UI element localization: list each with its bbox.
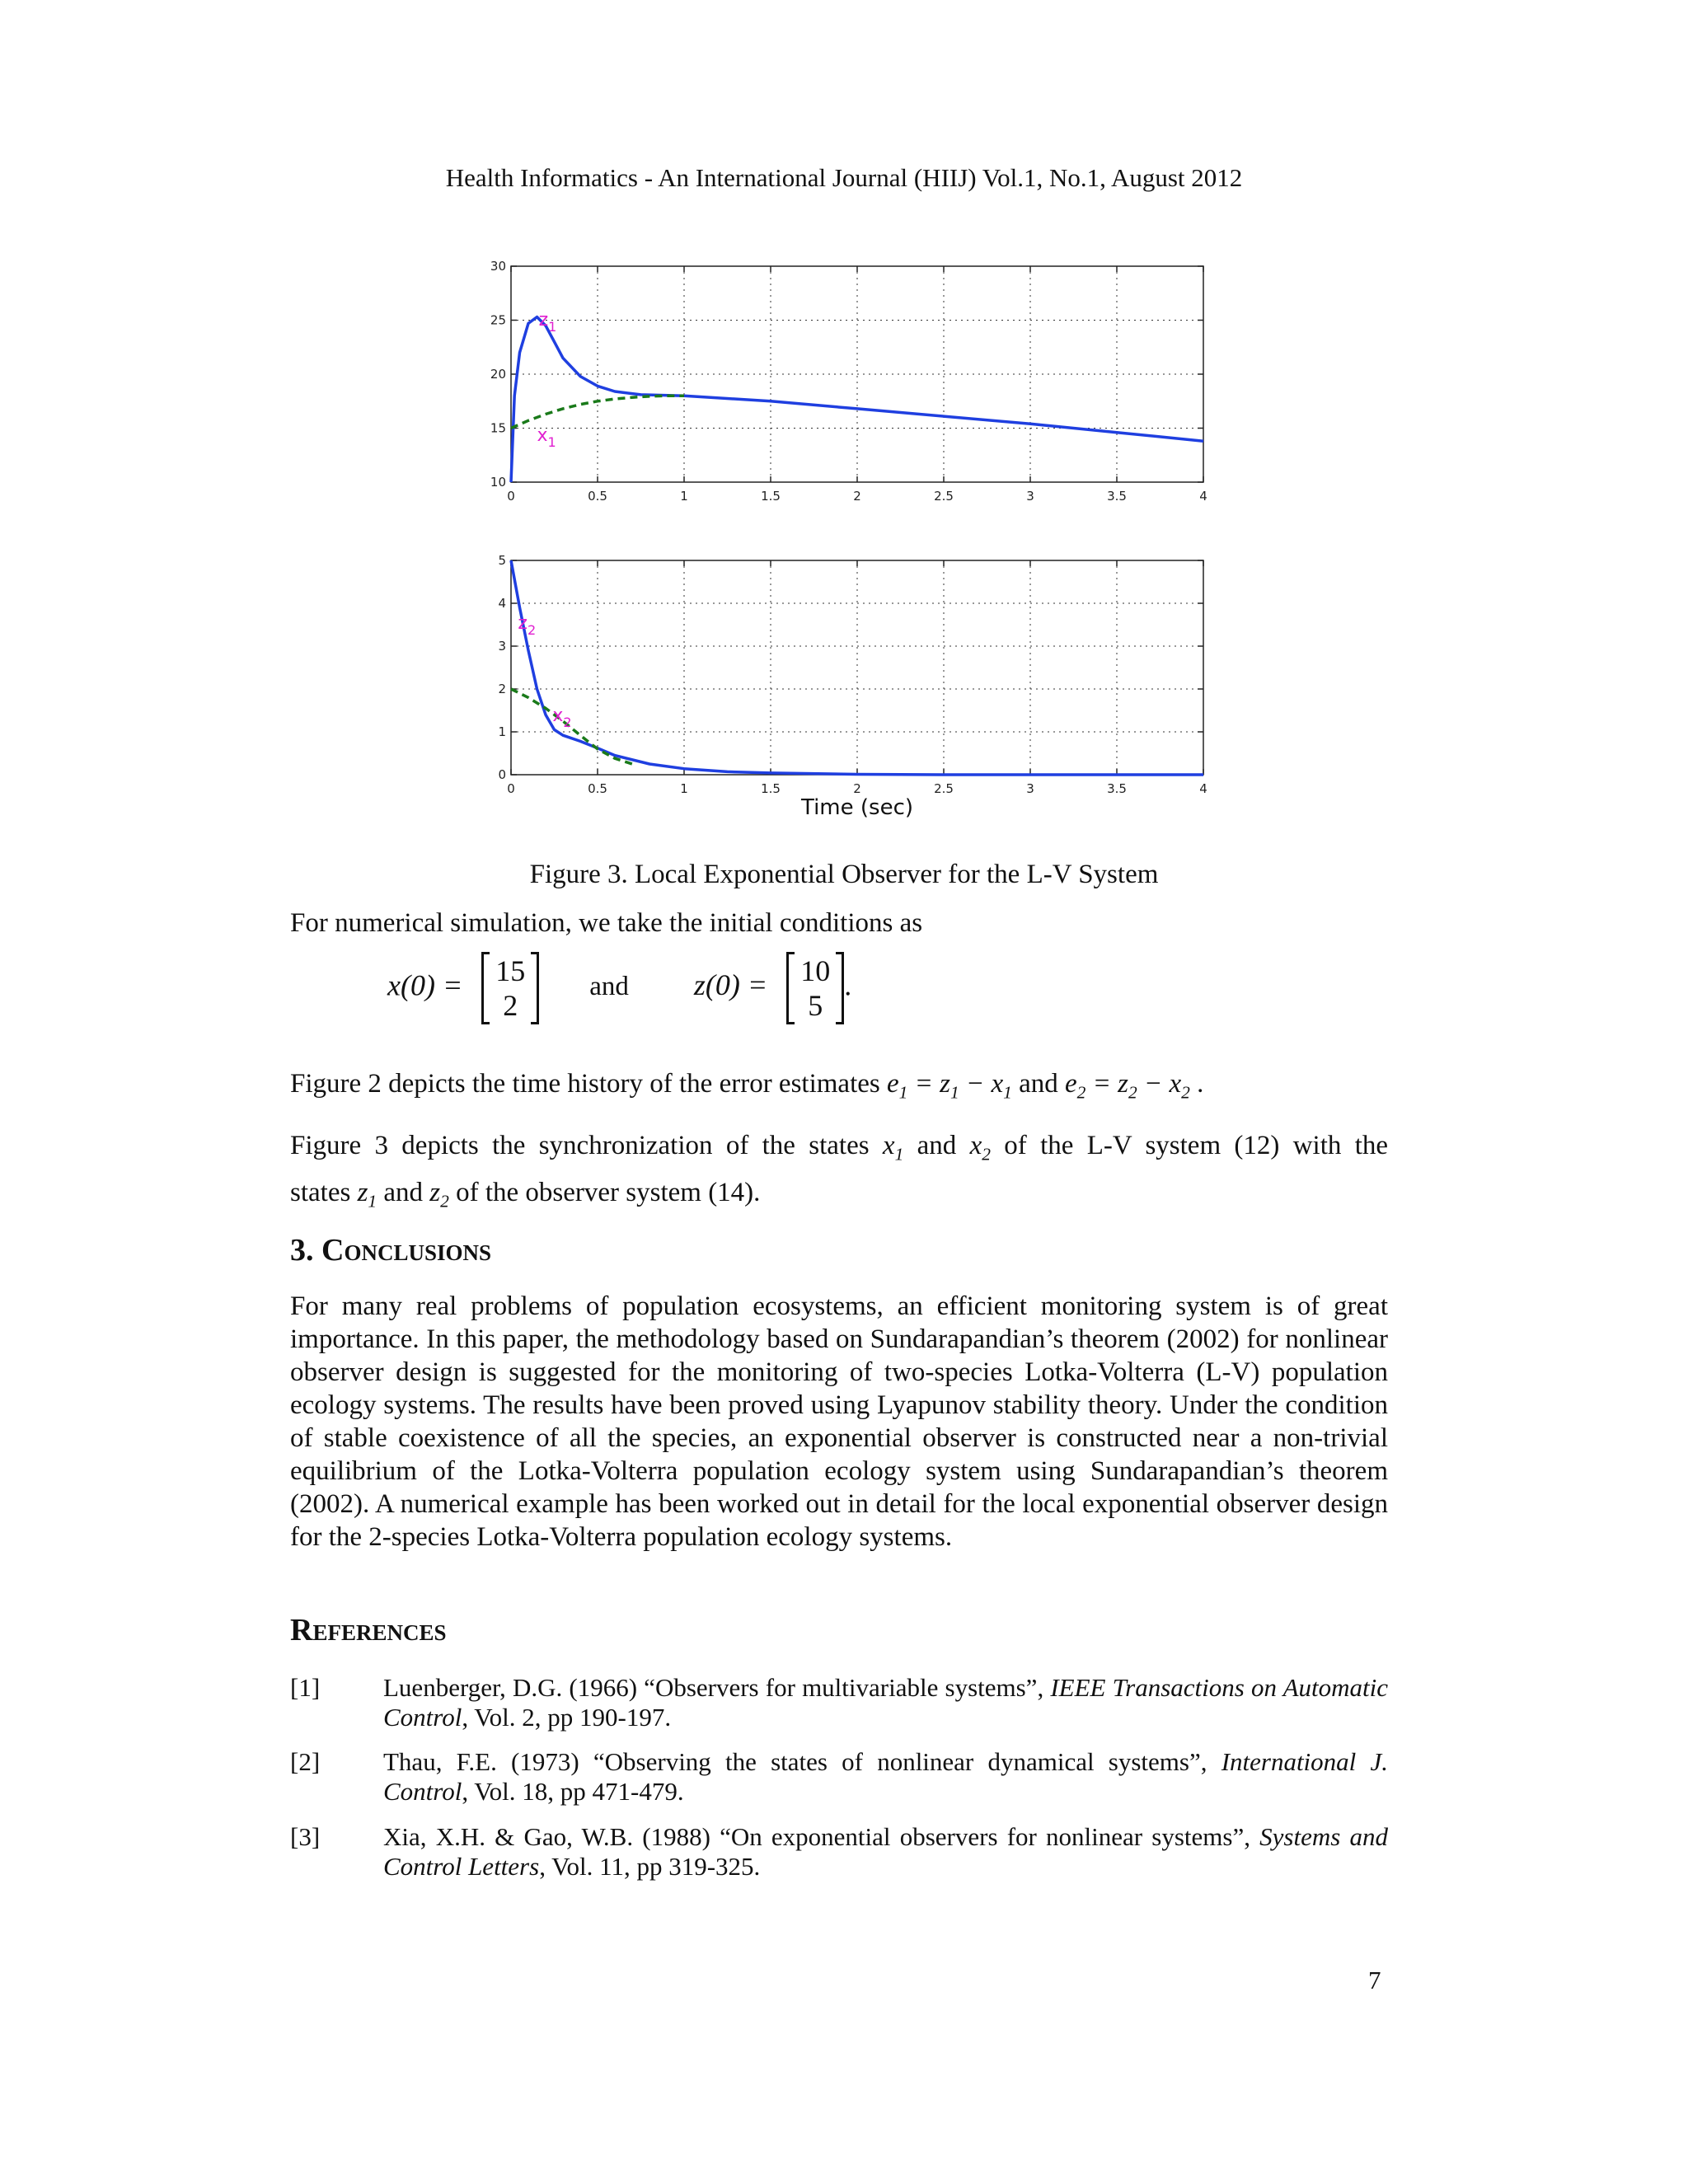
y-tick-label: 4	[498, 596, 506, 611]
reference-journal: International J. Control	[383, 1747, 1388, 1806]
z0-vector	[786, 952, 844, 1024]
section-heading-references	[290, 1614, 1388, 1647]
y-tick-label: 5	[498, 553, 506, 568]
y-tick-label: 30	[490, 259, 506, 274]
x-tick-label: 1	[680, 781, 688, 796]
x-tick-label: 4	[1199, 781, 1207, 796]
eq-period: .	[844, 968, 852, 1002]
figure-3-plots	[462, 251, 1220, 845]
series-label-z1: $z_1$	[538, 310, 557, 335]
reference-item	[290, 1822, 1388, 1882]
and-word: and	[383, 1178, 424, 1207]
reference-journal: Systems and Control Letters	[383, 1822, 1388, 1881]
references-title: References	[290, 1613, 447, 1647]
error-e2: $e_2 = z_2 - x_2$	[1065, 1069, 1190, 1103]
x-tick-label: 0	[507, 781, 515, 796]
y-tick-label: 0	[498, 767, 506, 782]
figure-3	[462, 251, 1220, 849]
x0-vector	[481, 952, 539, 1024]
x-tick-label: 2	[853, 781, 861, 796]
x-tick-label: 2.5	[934, 489, 954, 504]
y-tick-label: 20	[490, 367, 506, 382]
page-number: 7	[1368, 1966, 1381, 1994]
y-tick-label: 3	[498, 639, 506, 654]
x-tick-label: 0	[507, 489, 515, 504]
series-label-z2: $z_2$	[518, 613, 537, 639]
y-tick-label: 25	[490, 312, 506, 328]
initial-conditions-equation	[387, 952, 851, 1024]
x-tick-label: 0.5	[588, 781, 607, 796]
reference-item	[290, 1747, 1388, 1807]
section-heading-conclusions	[290, 1234, 1388, 1267]
z0-bottom: 5	[808, 989, 823, 1022]
x-tick-label: 1	[680, 489, 688, 504]
simulation-intro: For numerical simulation, we take the initial conditions as	[290, 908, 923, 938]
reference-number: [1]	[290, 1673, 321, 1702]
z0-lhs: z(0) =	[693, 968, 768, 1002]
reference-number: [3]	[290, 1822, 321, 1851]
reference-item	[290, 1673, 1388, 1732]
y-tick-label: 15	[490, 420, 506, 436]
running-header: Health Informatics - An International Journal (HIIJ) Vol.1, No.1, August 2012	[445, 163, 1243, 192]
x-tick-label: 2.5	[934, 781, 954, 796]
y-tick-label: 2	[498, 682, 506, 696]
reference-text: Xia, X.H. & Gao, W.B. (1988) “On exponential observers for nonlinear systems”, Systems and Control Letters, Vol. 11, pp 319-325.	[383, 1822, 1388, 1881]
x0-lhs: x(0) =	[387, 968, 463, 1002]
error-e1: $e_1 = z_1 - x_1$	[887, 1069, 1012, 1103]
fig3-sentence-line1: Figure 3 depicts the synchronization of the states $x_1$ and $x_2$ of the L-V system (12) with the	[290, 1131, 1389, 1165]
x-tick-label: 3	[1026, 781, 1034, 796]
x-tick-label: 3	[1026, 489, 1034, 504]
reference-text: Thau, F.E. (1973) “Observing the states of nonlinear dynamical systems”, International J. Control, Vol. 18, pp 471-479.	[383, 1747, 1388, 1806]
and-word: and	[917, 1131, 957, 1160]
series-label-x2: $x_2$	[552, 705, 572, 730]
fig3-sentence-line2: states $z_1$ and $z_2$ of the observer system (14).	[290, 1178, 761, 1212]
reference-text: Luenberger, D.G. (1966) “Observers for multivariable systems”, IEEE Transactions on Automatic Control, Vol. 2, pp 190-197.	[383, 1673, 1388, 1732]
x-tick-label: 1.5	[761, 489, 781, 504]
x-axis-label: Time (sec)	[800, 795, 914, 820]
reference-number: [2]	[290, 1747, 321, 1776]
y-tick-label: 1	[498, 724, 506, 739]
conclusions-paragraph: For many real problems of population ecosystems, an efficient monitoring system is of great importance. In this paper, the methodology based on Sundarapandian’s theorem (2002) for nonlinear observer design is suggested for the monitoring of two-species Lotka-Volterra (L-V) population ecology systems. The results have been proved using Lyapunov stability theory. Under the condition of stable coexistence of all the species, an exponential observer is constructed near a non-trivial equilibrium of the Lotka-Volterra population ecology system using Sundarapandian’s theorem (2002). A numerical example has been worked out in detail for the local exponential observer design for the 2-species Lotka-Volterra population ecology systems.	[290, 1291, 1388, 1552]
reference-journal: IEEE Transactions on Automatic Control	[383, 1673, 1388, 1732]
fig2-sentence: Figure 2 depicts the time history of the error estimates $e_1 = z_1 - x_1$ and $e_2 = z_2 - x_2$ .	[290, 1069, 1204, 1103]
fig3-end-text: of the observer system (14).	[456, 1178, 761, 1207]
x-tick-label: 3.5	[1107, 781, 1127, 796]
x0-bottom: 2	[503, 989, 518, 1022]
z0-top: 10	[800, 954, 831, 987]
fig3-text: Figure 3 depicts the synchronization of the states	[290, 1131, 870, 1160]
x-tick-label: 0.5	[588, 489, 607, 504]
x-tick-label: 2	[853, 489, 861, 504]
x-tick-label: 3.5	[1107, 489, 1127, 504]
fig3-states-word: states	[290, 1178, 351, 1207]
x0-top: 15	[495, 954, 526, 987]
plot-area	[511, 560, 1203, 775]
x-tick-label: 1.5	[761, 781, 781, 796]
fig3-mid-text: of the L-V system (12) with the	[1004, 1131, 1389, 1160]
conclusions-title: 3. Conclusions	[290, 1233, 491, 1268]
y-tick-label: 10	[490, 475, 506, 490]
x-tick-label: 4	[1199, 489, 1207, 504]
fig2-text: Figure 2 depicts the time history of the error estimates	[290, 1069, 880, 1099]
figure-caption: Figure 3. Local Exponential Observer for the L-V System	[529, 860, 1159, 889]
series-label-x1: $x_1$	[537, 425, 556, 451]
and-word: and	[1019, 1069, 1058, 1099]
eq-and: and	[589, 972, 629, 1002]
